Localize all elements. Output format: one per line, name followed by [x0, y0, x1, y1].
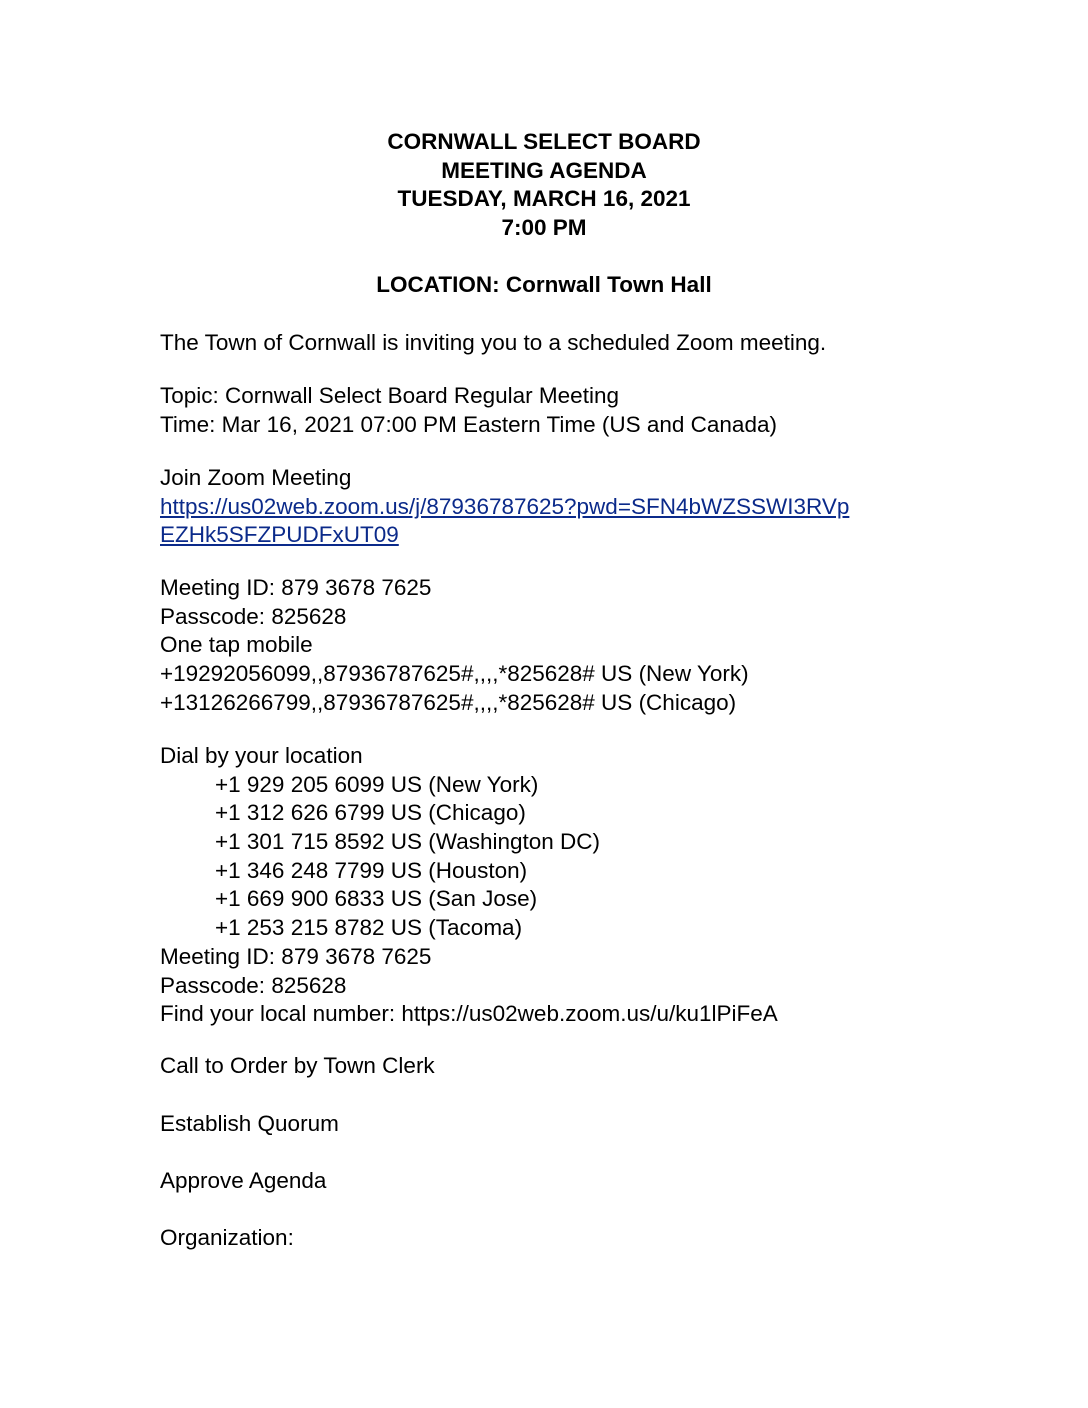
one-tap-label: One tap mobile	[160, 632, 313, 658]
join-link-part-1[interactable]: https://us02web.zoom.us/j/87936787625?pwd=SFN4bWZSSWI3RVp	[160, 493, 850, 519]
agenda-item: Establish Quorum	[160, 1111, 339, 1136]
zoom-details	[160, 382, 960, 439]
join-section	[160, 464, 960, 550]
agenda-item: Organization:	[160, 1225, 294, 1250]
dial-number: +1 253 215 8782 US (Tacoma)	[215, 915, 523, 941]
board-name: CORNWALL SELECT BOARD	[387, 129, 701, 154]
one-tap-chicago: +13126266799,,87936787625#,,,,*825628# US (Chicago)	[160, 689, 737, 715]
meeting-time: 7:00 PM	[501, 215, 587, 241]
join-link-part-2[interactable]: EZHk5SFZPUDFxUT09	[160, 522, 399, 548]
meeting-date: TUESDAY, MARCH 16, 2021	[397, 186, 691, 212]
passcode-repeat: Passcode: 825628	[160, 972, 347, 998]
dial-label: Dial by your location	[160, 743, 363, 768]
meeting-topic: Topic: Cornwall Select Board Regular Meeting	[160, 383, 619, 408]
dial-section	[160, 742, 960, 1029]
document-title: MEETING AGENDA	[441, 157, 647, 183]
meeting-location: LOCATION: Cornwall Town Hall	[376, 272, 712, 297]
dial-number: +1 929 205 6099 US (New York)	[215, 771, 539, 797]
one-tap-new-york: +19292056099,,87936787625#,,,,*825628# US (New York)	[160, 661, 749, 687]
meeting-id: Meeting ID: 879 3678 7625	[160, 575, 432, 600]
dial-number: +1 312 626 6799 US (Chicago)	[215, 800, 526, 826]
meeting-id-repeat: Meeting ID: 879 3678 7625	[160, 943, 432, 969]
passcode: Passcode: 825628	[160, 603, 347, 629]
meeting-time-detail: Time: Mar 16, 2021 07:00 PM Eastern Time (US and Canada)	[160, 411, 777, 437]
join-label: Join Zoom Meeting	[160, 465, 352, 490]
agenda-heading	[0, 128, 1088, 243]
invite-intro: The Town of Cornwall is inviting you to a scheduled Zoom meeting.	[160, 330, 827, 355]
agenda-item: Approve Agenda	[160, 1168, 327, 1193]
dial-number: +1 669 900 6833 US (San Jose)	[215, 886, 538, 912]
local-number: Find your local number: https://us02web.zoom.us/u/ku1lPiFeA	[160, 1001, 778, 1027]
dial-number: +1 346 248 7799 US (Houston)	[215, 857, 528, 883]
meeting-credentials	[160, 574, 960, 717]
agenda-item: Call to Order by Town Clerk	[160, 1053, 435, 1078]
dial-number: +1 301 715 8592 US (Washington DC)	[215, 829, 601, 855]
